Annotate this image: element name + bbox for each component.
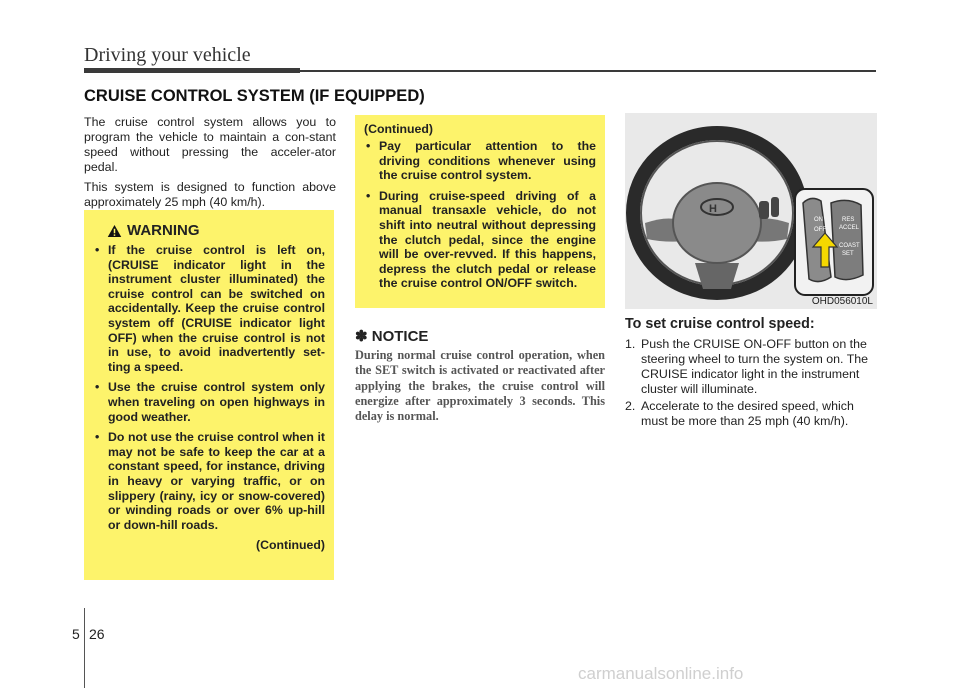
warning-triangle-icon	[107, 224, 122, 238]
continued-list	[364, 139, 596, 291]
steering-wheel-illustration	[625, 113, 877, 309]
warning-continued-label: (Continued)	[256, 538, 325, 553]
switch-label-set: SET	[842, 251, 854, 257]
warning-item: • Use the cruise control system only when traveling on open highways in good weather.	[93, 380, 325, 424]
steering-wheel-figure	[625, 113, 877, 309]
instructions-title: To set cruise control speed:	[625, 316, 815, 332]
continued-label: (Continued)	[364, 122, 433, 136]
step-number: 1.	[625, 337, 636, 351]
watermark: carmanualsonline.info	[578, 664, 744, 683]
figure-caption: OHD056010L	[811, 296, 873, 307]
notice-title: ✽ NOTICE	[355, 328, 429, 345]
warning-item: • Do not use the cruise control when it may not be safe to keep the car at a constant speed, for instance, driving in heavy or varying traffic, or on slippery (rainy, icy or snow-covered) or winding roads or over 6% up-hill or down-hill roads.	[93, 430, 325, 532]
warning-heading	[107, 222, 325, 239]
footer-divider	[84, 608, 85, 688]
warning-box	[84, 210, 334, 580]
step-text: Push the CRUISE ON-OFF button on the steering wheel to turn the system on. The CRUISE indicator light in the instrument cluster will illuminate.	[641, 337, 869, 396]
header-rule-thin	[300, 70, 876, 72]
notice-body: During normal cruise control operation, when the SET switch is activated or reactivated after applying the brakes, the cruise control will energize after approximately 3 seconds. This delay is normal.	[355, 348, 605, 424]
switch-label-coast: COAST	[839, 243, 860, 249]
intro-text	[84, 115, 336, 215]
svg-text:H: H	[709, 203, 717, 215]
page-header-title: Driving your vehicle	[84, 44, 251, 66]
switch-label-accel: ACCEL	[839, 225, 860, 231]
continued-item: • Pay particular attention to the driving conditions whenever using the cruise control system.	[364, 139, 596, 183]
header-rule-thick	[84, 68, 300, 73]
continued-item: • During cruise-speed driving of a manual transaxle vehicle, do not shift into neutral without depressing the clutch pedal, since the engine will be over-revved. If this happens, depress the clutch pedal or release the cruise control ON/OFF switch.	[364, 189, 596, 291]
step-number: 2.	[625, 399, 636, 413]
continued-warning-box	[355, 115, 605, 308]
instruction-step	[625, 337, 877, 397]
switch-label-off: OFF	[814, 227, 826, 233]
warning-item: • If the cruise control is left on, (CRUISE indicator light in the instrument cluster illuminated) the cruise control can be switched on accidentally. Keep the cruise control system off (CRUISE indicator light OFF) when the cruise control is not in use, to avoid inadvertently set-ting a speed.	[93, 243, 325, 374]
intro-paragraph-1: The cruise control system allows you to program the vehicle to maintain a con-stant speed without pressing the acceler-ator pedal.	[84, 115, 336, 174]
instructions-list	[625, 337, 877, 431]
warning-title: WARNING	[127, 222, 200, 239]
section-title: CRUISE CONTROL SYSTEM (IF EQUIPPED)	[84, 87, 425, 105]
switch-label-res: RES	[842, 217, 855, 223]
switch-label-on: ON	[814, 217, 823, 223]
chapter-number: 5	[72, 626, 80, 642]
step-text: Accelerate to the desired speed, which must be more than 25 mph (40 km/h).	[641, 399, 854, 428]
instruction-step	[625, 399, 877, 429]
page-number: 26	[89, 626, 105, 642]
intro-paragraph-2: This system is designed to function above approximately 25 mph (40 km/h).	[84, 180, 336, 209]
warning-list	[93, 243, 325, 532]
